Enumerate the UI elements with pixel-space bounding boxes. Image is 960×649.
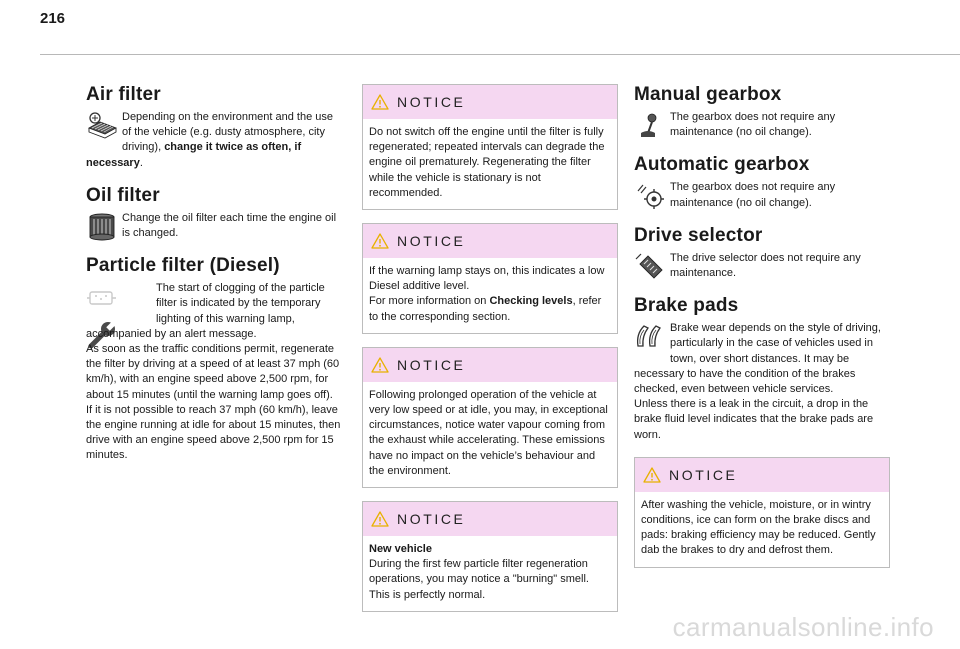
brake-pads-para-1: [634, 321, 890, 397]
particle-filter-heading: Particle filter (Diesel): [86, 255, 280, 277]
air-filter-icon: [86, 111, 118, 141]
air-filter-text-1: Depending on the environment and the use of the vehicle (e.g. dusty atmosphere, city driving),: [122, 111, 333, 154]
brake-pads-text-1: Brake wear depends on the style of driving, particularly in the case of vehicles used in town, over short distances. It may be necessary to have the condition of the brakes checked, even between vehicle services.: [634, 322, 881, 396]
automatic-gearbox-section: [634, 154, 890, 210]
notice-header: [363, 85, 617, 119]
warning-triangle-icon: [643, 467, 661, 483]
notice-2-line-1: If the warning lamp stays on, this indicates a low Diesel additive level.: [369, 265, 605, 293]
particle-filter-para-1: [86, 281, 342, 342]
column-2: [362, 84, 618, 625]
particle-filter-section: [86, 255, 342, 463]
notice-4-text: During the first few particle filter regeneration operations, you may notice a "burning" smell. This is perfectly normal.: [369, 558, 589, 601]
oil-filter-heading: Oil filter: [86, 184, 160, 206]
notice-header: [363, 348, 617, 382]
manual-gearbox-text: [634, 110, 890, 140]
header-rule: [40, 54, 960, 55]
notice-box-2: [362, 223, 618, 334]
notice-box-1: [362, 84, 618, 210]
manual-gearbox-section: [634, 84, 890, 140]
air-filter-section: [86, 84, 342, 171]
notice-header: [363, 224, 617, 258]
notice-box-5: [634, 457, 890, 568]
notice-body: [363, 258, 617, 333]
particle-filter-para-2: As soon as the traffic conditions permit, regenerate the filter by driving at a speed of at least 37 mph (60 km/h), with an engine speed above 2,500 rpm, for about 15 minutes (until the warning lamp goes off).: [86, 343, 340, 401]
drive-selector-text: [634, 251, 890, 281]
warning-triangle-icon: [371, 233, 389, 249]
particle-filter-warning-icon: [86, 282, 118, 314]
oil-filter-section: [86, 185, 342, 241]
notice-body: After washing the vehicle, moisture, or in wintry conditions, ice can form on the brake discs and pads: braking efficiency may be reduced. Gently dab the brakes to dry and defrost them.: [641, 498, 876, 557]
brake-pads-section: [634, 295, 890, 443]
notice-header: [635, 458, 889, 492]
new-vehicle-heading: New vehicle: [369, 543, 432, 556]
drive-selector-section: [634, 225, 890, 281]
watermark: carmanualsonline.info: [672, 612, 934, 642]
page-number: 216: [40, 10, 66, 27]
manual-gearbox-heading: Manual gearbox: [634, 84, 782, 105]
drive-selector-heading: Drive selector: [634, 224, 763, 246]
oil-filter-icon: [86, 212, 118, 242]
automatic-gearbox-heading: Automatic gearbox: [634, 154, 810, 176]
notice-2-line-2: [369, 294, 611, 324]
air-filter-text-bold: change it twice as often, if necessary: [86, 141, 302, 169]
particle-filter-para-3: If it is not possible to reach 37 mph (60 km/h), leave the engine running at idle for about 15 minutes, then drive with an engine speed above 2,500 rpm for 15 minutes.: [86, 403, 341, 462]
manual-gearbox-body: The gearbox does not require any maintenance (no oil change).: [670, 111, 836, 139]
drive-selector-body: The drive selector does not require any maintenance.: [670, 251, 861, 280]
notice-title: NOTICE: [397, 511, 466, 528]
notice-title: NOTICE: [397, 356, 466, 373]
automatic-gearbox-icon: [634, 181, 666, 211]
notice-title: NOTICE: [397, 233, 466, 250]
oil-filter-text: [86, 211, 342, 241]
air-filter-heading: Air filter: [86, 84, 161, 105]
brake-pads-heading: Brake pads: [634, 295, 739, 317]
column-3: [634, 84, 890, 581]
warning-triangle-icon: [371, 511, 389, 527]
automatic-gearbox-text: [634, 180, 890, 210]
oil-filter-body: Change the oil filter each time the engine oil is changed.: [122, 211, 337, 240]
gear-lever-icon: [634, 111, 666, 141]
notice-header: [363, 502, 617, 536]
checking-levels-reference: Checking levels: [489, 295, 573, 308]
automatic-gearbox-body: The gearbox does not require any maintenance (no oil change).: [670, 181, 836, 209]
warning-triangle-icon: [371, 357, 389, 373]
drive-selector-icon: [634, 252, 666, 282]
notice-2-text-a: For more information on: [369, 295, 490, 308]
column-1: [86, 84, 342, 478]
brake-pads-icon: [634, 322, 666, 352]
particle-filter-icons: [86, 282, 152, 314]
notice-body: Following prolonged operation of the vehicle at very low speed or at idle, you may, in exceptional circumstances, notice water vapour coming from the exhaust while accelerating. These emissions have no impact on the vehicle’s behaviour and the environment.: [369, 388, 608, 477]
notice-body: [363, 536, 617, 611]
brake-pads-para-2: Unless there is a leak in the circuit, a drop in the brake fluid level indicates that the brake pads are worn.: [634, 398, 874, 441]
notice-box-4: [362, 501, 618, 612]
warning-triangle-icon: [371, 94, 389, 110]
notice-title: NOTICE: [397, 94, 466, 110]
air-filter-text-2: .: [139, 156, 143, 169]
notice-title: NOTICE: [669, 466, 738, 483]
notice-2-text-b: , refer to the corresponding section.: [369, 295, 602, 323]
particle-filter-text-1: The start of clogging of the particle filter is indicated by the temporary lighting of this warning lamp, accompanied by an alert message.: [86, 282, 325, 340]
notice-body: Do not switch off the engine until the filter is fully regenerated; repeated intervals can degrade the engine oil prematurely. Regenerating the filter while the vehicle is stationary is not recommended.: [369, 126, 605, 199]
air-filter-text: [86, 110, 342, 171]
notice-box-3: [362, 347, 618, 488]
